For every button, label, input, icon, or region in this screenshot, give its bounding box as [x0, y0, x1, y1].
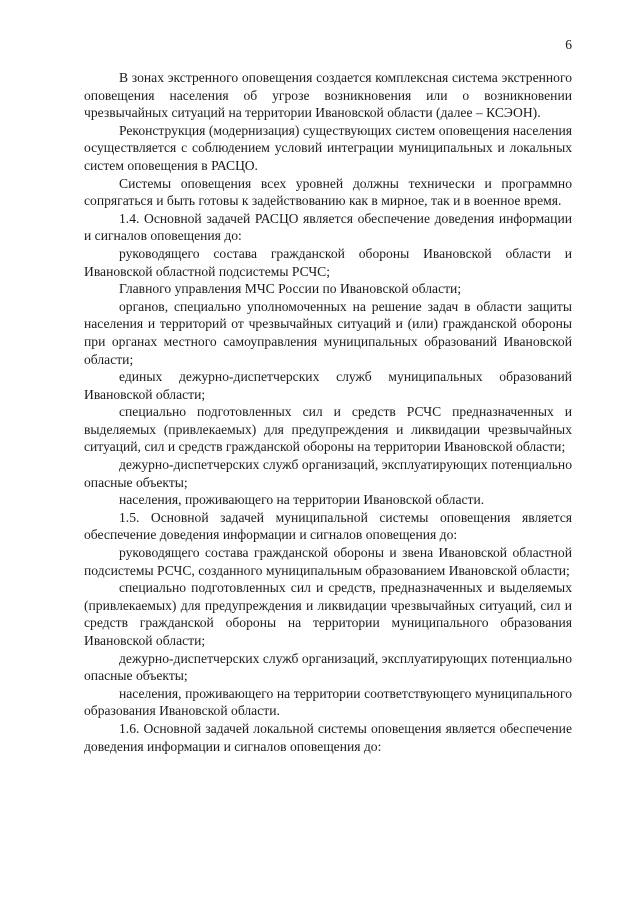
paragraph: Главного управления МЧС России по Ивановской области; — [119, 281, 462, 297]
paragraph: руководящего состава гражданской обороны и звена Ивановской областной подсистемы РСЧС, созданного муниципальным образованием Ивановской области; — [84, 545, 572, 578]
paragraph: населения, проживающего на территории Ивановской области. — [119, 492, 485, 508]
paragraph: населения, проживающего на территории соответствующего муниципального образования Ивановской области. — [84, 685, 572, 719]
paragraph: 1.4. Основной задачей РАСЦО является обеспечение доведения информации и сигналов оповещения до: — [84, 210, 572, 244]
paragraph: В зонах экстренного оповещения создается комплексная система экстренного оповещения населения об угрозе возникновения или о возникновении чрезвычайных ситуаций на территории Ивановской области (далее – КСЭОН). — [84, 70, 572, 121]
paragraph: 1.6. Основной задачей локальной системы оповещения является обеспечение доведения информации и сигналов оповещения до: — [84, 720, 572, 754]
paragraph: дежурно-диспетчерских служб организаций, эксплуатирующих потенциально опасные объекты; — [84, 457, 572, 490]
page-number: 6 — [565, 37, 572, 52]
document-body — [84, 69, 572, 755]
paragraph: Реконструкция (модернизация) существующих систем оповещения населения осуществляется с соблюдением условий интеграции муниципальных и локальных систем оповещения в РАСЦО. — [84, 122, 572, 173]
paragraph: органов, специально уполномоченных на решение задач в области защиты населения и территорий от чрезвычайных ситуаций и (или) гражданской обороны при органах местного самоуправления муниципальных образований Ивановской области; — [84, 298, 572, 367]
paragraph: Системы оповещения всех уровней должны технически и программно сопрягаться и быть готовы к задействованию как в мирное, так и в военное время. — [84, 175, 572, 209]
paragraph: дежурно-диспетчерских служб организаций, эксплуатирующих потенциально опасные объекты; — [84, 650, 572, 684]
paragraph: специально подготовленных сил и средств РСЧС предназначенных и выделяемых (привлекаемых) для предупреждения и ликвидации чрезвычайных ситуаций, сил и средств гражданской обороны на территории Ивановской области; — [84, 404, 572, 455]
paragraph: руководящего состава гражданской обороны Ивановской области и Ивановской областной подсистемы РСЧС; — [84, 245, 572, 279]
paragraph: единых дежурно-диспетчерских служб муниципальных образований Ивановской области; — [84, 369, 572, 402]
paragraph: 1.5. Основной задачей муниципальной системы оповещения является обеспечение доведения информации и сигналов оповещения до: — [84, 509, 572, 543]
paragraph: специально подготовленных сил и средств, предназначенных и выделяемых (привлекаемых) для предупреждения и ликвидации чрезвычайных ситуаций, сил и средств гражданской обороны на территории муниципального образования Ивановской области; — [84, 580, 572, 648]
